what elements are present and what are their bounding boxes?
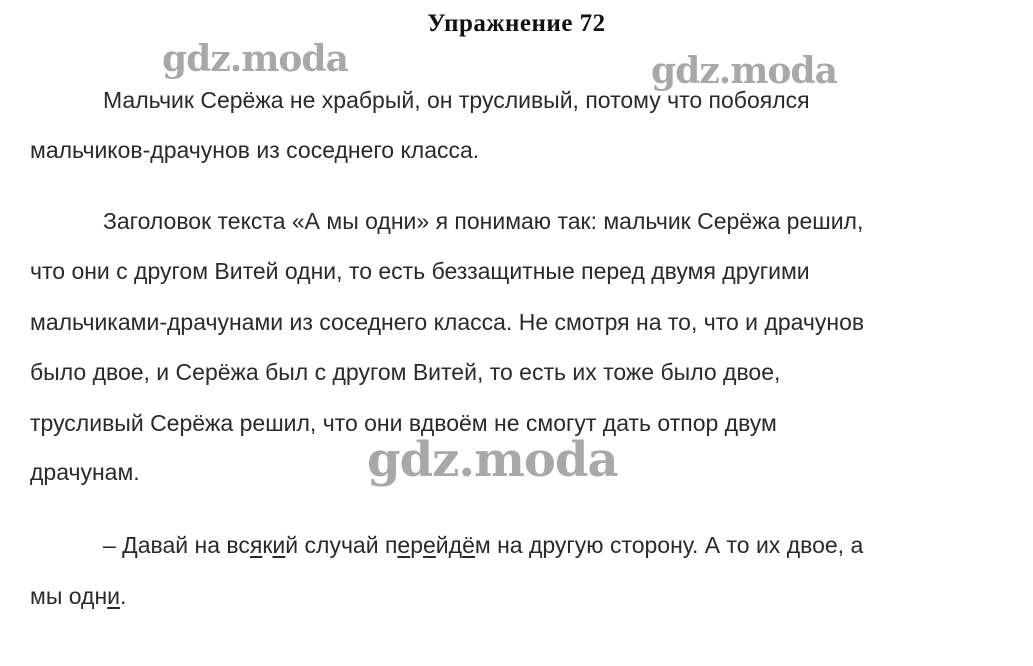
underlined-letter: и [107, 583, 121, 609]
exercise-title: Упражнение 72 [427, 10, 606, 37]
text-fragment: м на другую сторону. А то их двое, а [474, 532, 864, 558]
paragraph-line: Мальчик Серёжа не храбрый, он трусливый, потому что побоялся [103, 87, 810, 113]
watermark: gdz.moda [651, 50, 837, 92]
paragraph-line: что они с другом Витей одни, то есть беззащитные перед двумя другими [30, 258, 810, 284]
paragraph-line: драчунам. [30, 459, 140, 485]
text-fragment: – Давай на вс [103, 532, 250, 558]
paragraph-line: Заголовок текста «А мы одни» я понимаю так: мальчик Серёжа решил, [103, 208, 864, 234]
text-fragment: . [120, 583, 127, 609]
text-fragment: йд [435, 532, 463, 558]
paragraph-line: трусливый Серёжа решил, что они вдвоём не смогут дать отпор двум [30, 410, 777, 436]
dialogue-line [103, 531, 863, 559]
dialogue-line [30, 582, 126, 610]
underlined-letter: ё [462, 532, 475, 558]
paragraph-line: было двое, и Серёжа был с другом Витей, то есть их тоже было двое, [30, 359, 781, 385]
text-fragment: р [410, 532, 423, 558]
underlined-letter: е [397, 532, 411, 558]
underlined-letter: е [423, 532, 436, 558]
watermark: gdz.moda [367, 432, 618, 488]
watermark: gdz.moda [162, 38, 348, 80]
text-fragment: мы одн [30, 583, 108, 609]
paragraph-line: мальчиков-драчунов из соседнего класса. [30, 137, 480, 163]
text-fragment: й случай п [285, 532, 398, 558]
paragraph-line: мальчиками-драчунами из соседнего класса. Не смотря на то, что и драчунов [30, 309, 865, 335]
underlined-letter: и [272, 532, 286, 558]
underlined-letter: я [249, 532, 263, 558]
text-fragment: к [262, 532, 273, 558]
